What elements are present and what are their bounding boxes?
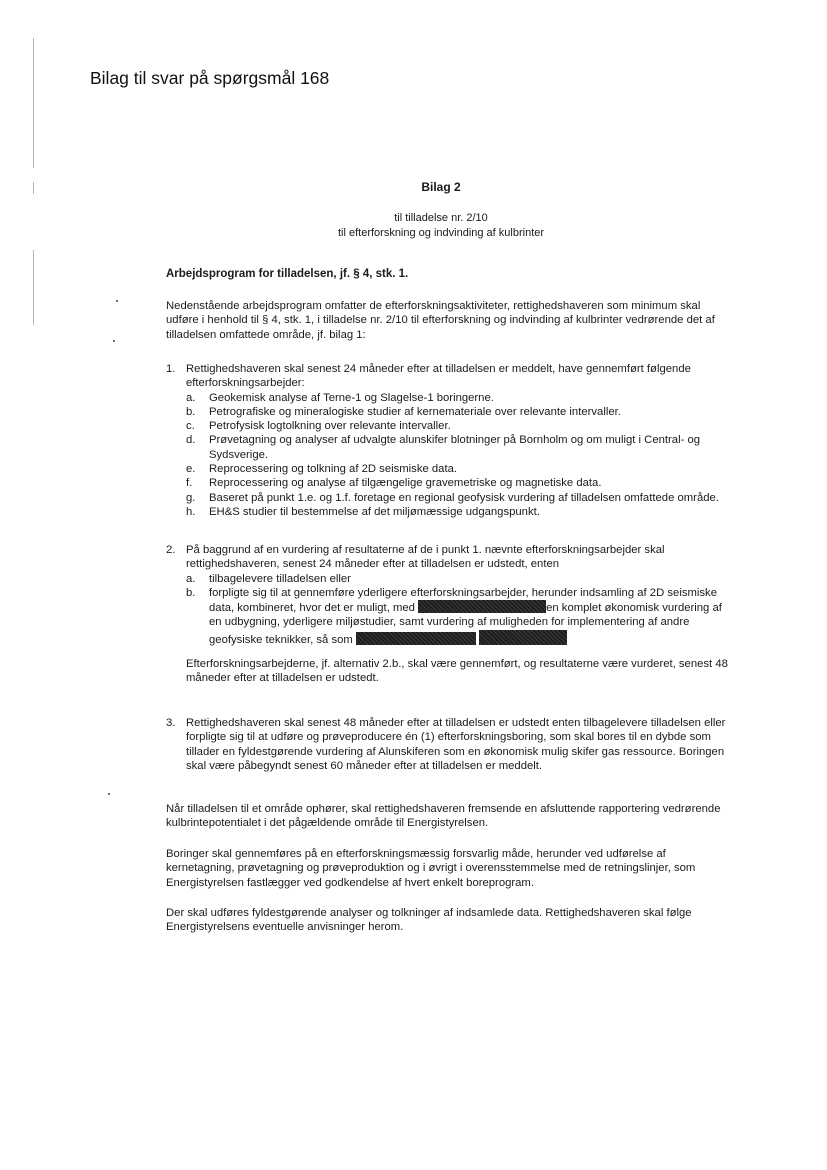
work-program-item-3 (166, 716, 731, 773)
sub-item-letter: a. (186, 572, 196, 585)
sub-item (186, 391, 731, 405)
sub-item (186, 476, 731, 490)
intro-paragraph: Nedenstående arbejdsprogram omfatter de efterforskningsaktiviteter, rettighedshaveren som minimum skal udføre i henhold til § 4, stk. 1, i tilladelse nr. 2/10 til efterforskning og indvinding af kulbrinter vedrørende det af tilladelsen omfattede område, jf. bilag 1: (166, 300, 715, 341)
closing-paragraph-2: Boringer skal gennemføres på en efterforskningsmæssig forsvarlig måde, herunder ved udførelse af kernetagning, prøvetagning og prøveproduktion og i øvrigt i overensstemmelse med de retningslinjer, som Energistyrelsen fastlægger ved godkendelse af hvert enkelt boreprogram. (166, 848, 696, 889)
sub-list (186, 391, 731, 520)
scan-speck (108, 793, 110, 795)
appendix-subtitle-1: til tilladelse nr. 2/10 (394, 212, 488, 224)
sub-item-letter: b. (186, 586, 196, 599)
redaction-block (356, 632, 476, 645)
sub-item-text: Geokemisk analyse af Terne-1 og Slagelse-1 boringerne. (209, 391, 494, 404)
work-program-item-1 (166, 362, 731, 519)
sub-item-letter: h. (186, 505, 196, 518)
sub-item-text: EH&S studier til bestemmelse af det miljømæssige udgangspunkt. (209, 505, 540, 518)
closing-paragraph-1: Når tilladelsen til et område ophører, skal rettighedshaveren fremsende en afsluttende rapportering vedrørende kulbrintepotentialet i det pågældende område til Energistyrelsen. (166, 803, 721, 830)
sub-item (186, 433, 731, 462)
item-text: Rettighedshaveren skal senest 24 måneder efter at tilladelsen er meddelt, have gennemført følgende efterforskningsarbejder: (186, 363, 691, 390)
sub-item (186, 586, 731, 647)
scan-edge-mark (33, 250, 34, 325)
scan-speck (113, 340, 115, 342)
sub-list (186, 572, 731, 647)
item-2-closing-text: Efterforskningsarbejderne, jf. alternativ 2.b., skal være gennemført, og resultaterne være vurderet, senest 48 måneder efter at tilladelsen er udstedt. (186, 658, 728, 685)
redaction-block (418, 600, 546, 613)
item-number: 3. (166, 717, 176, 729)
sub-item (186, 419, 731, 433)
sub-item-letter: g. (186, 491, 196, 504)
sub-item-text-continued: en komplet økonomisk vurdering af en udbygning, yderligere miljøstudier, samt vurdering af muligheden for implementering af andre geofysiske teknikker, så som (209, 602, 722, 646)
closing-paragraph-3: Der skal udføres fyldestgørende analyser og tolkninger af indsamlede data. Rettighedshaveren skal følge Energistyrelsens eventuelle anvisninger herom. (166, 907, 692, 934)
sub-item-text: Baseret på punkt 1.e. og 1.f. foretage en regional geofysisk vurdering af tilladelsen omfattede område. (209, 491, 719, 504)
sub-item-letter: b. (186, 405, 196, 418)
sub-item (186, 572, 731, 586)
appendix-subtitle-2: til efterforskning og indvinding af kulbrinter (337, 227, 545, 239)
page-header-title: Bilag til svar på spørgsmål 168 (90, 68, 330, 88)
sub-item (186, 462, 731, 476)
sub-item (186, 491, 731, 505)
item-text: På baggrund af en vurdering af resultaterne af de i punkt 1. nævnte efterforskningsarbejder skal rettighedshaveren, senest 24 måneder efter at tilladelsen er udstedt, enten (186, 544, 665, 571)
sub-item (186, 405, 731, 419)
sub-item-letter: f. (186, 477, 193, 490)
scan-edge-mark (33, 182, 34, 194)
work-program-item-2 (166, 543, 731, 686)
appendix-title: Bilag 2 (421, 180, 461, 194)
sub-item-text: tilbagelevere tilladelsen eller (209, 572, 351, 585)
sub-item-text: Petrografiske og mineralogiske studier af kernemateriale over relevante intervaller. (209, 405, 621, 418)
sub-item-text: Prøvetagning og analyser af udvalgte alunskifer blotninger på Bornholm og om muligt i Central- og Sydsverige. (209, 434, 701, 461)
item-number: 2. (166, 544, 176, 556)
sub-item-text: forpligte sig til at gennemføre yderligere efterforskningsarbejder, herunder indsamling af 2D seismiske data, kombineret, hvor det er muligt, med (209, 586, 717, 615)
sub-item-letter: d. (186, 434, 196, 447)
redaction-block (479, 630, 567, 645)
section-heading: Arbejdsprogram for tilladelsen, jf. § 4, stk. 1. (166, 268, 409, 280)
sub-item-letter: e. (186, 463, 196, 476)
item-text: Rettighedshaveren skal senest 48 måneder efter at tilladelsen er udstedt enten tilbagelevere tilladelsen eller forpligte sig til at udføre og prøveproducere én (1) efterforskningsboring, som skal bores til en dybde som tillader en fyldestgørende vurdering af Alunskiferen som en økonomisk mulig skifer gas ressource. Boringen skal være påbegyndt senest 60 måneder efter at tilladelsen er meddelt. (186, 717, 726, 772)
scan-speck (116, 300, 118, 302)
sub-item-text: Reprocessering og analyse af tilgængelige gravemetriske og magnetiske data. (209, 477, 602, 490)
sub-item-text: Reprocessering og tolkning af 2D seismiske data. (209, 463, 458, 476)
sub-item (186, 505, 731, 519)
scan-edge-mark (33, 38, 34, 168)
sub-item-text: Petrofysisk logtolkning over relevante intervaller. (209, 420, 451, 433)
item-number: 1. (166, 363, 176, 375)
sub-item-letter: a. (186, 391, 196, 404)
sub-item-letter: c. (186, 420, 195, 433)
